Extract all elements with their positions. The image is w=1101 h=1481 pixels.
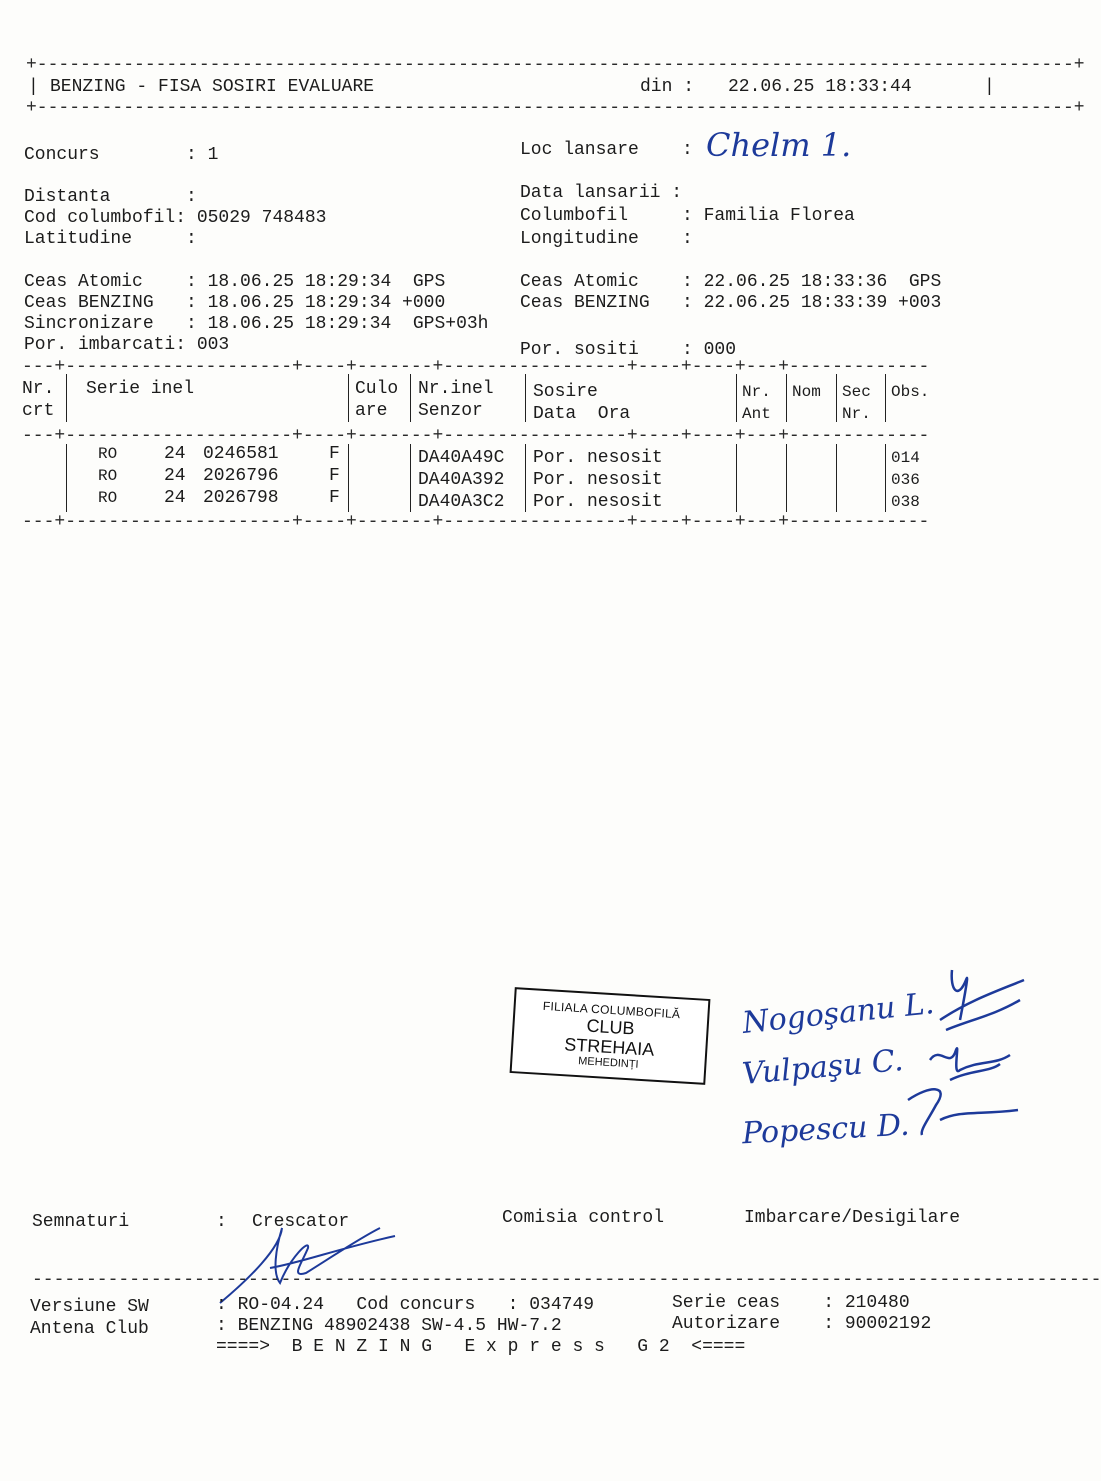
benzing-express-banner: ====> B E N Z I N G E x p r e s s G 2 <==== (216, 1337, 746, 1357)
row-sosire: Por. nesosit (533, 448, 663, 468)
longitudine-line: Longitudine : (520, 229, 693, 249)
handwritten-name-1: Nogoşanu L. (740, 986, 936, 1041)
row-country: RO (98, 445, 118, 463)
crescator-label: Crescator (252, 1212, 350, 1232)
stamp-line-2: CLUB (585, 1015, 636, 1039)
header-sec-nr: Sec Nr. (842, 383, 871, 423)
latitudine-line: Latitudine : (24, 229, 197, 249)
header-serie-inel: Serie inel (86, 379, 195, 399)
header-obs: Obs. (891, 383, 930, 401)
row-ring: 2026796 (203, 466, 279, 486)
header-bottom-rule: +------------------------------------------------------------------------------------------------+ (26, 98, 1085, 118)
row-ring: 0246581 (203, 444, 279, 464)
row-country: RO (98, 489, 118, 507)
header-nr-ant: Nr. Ant (742, 383, 771, 423)
stamp-line-4: MEHEDINȚI (577, 1055, 639, 1071)
comisia-control-label: Comisia control (502, 1208, 665, 1228)
header-top-rule: +------------------------------------------------------------------------------------------------+ (26, 55, 1085, 75)
table-divider (66, 444, 67, 512)
row-country: RO (98, 467, 118, 485)
header-culoare: Culo are (355, 379, 399, 421)
table-divider (736, 374, 737, 422)
row-sosire: Por. nesosit (533, 470, 663, 490)
table-divider (786, 374, 787, 422)
header-sosire: Sosire Data Ora (533, 382, 631, 424)
ceas-benzing-right: Ceas BENZING : 22.06.25 18:33:39 +003 (520, 293, 942, 313)
stamp-line-1: FILIALA COLUMBOFILĂ (542, 998, 681, 1022)
row-senzor: DA40A49C (418, 448, 505, 468)
autorizare: Autorizare : 90002192 (672, 1314, 932, 1334)
commission-signatures (900, 960, 1024, 1150)
row-sex: F (329, 488, 340, 508)
handwritten-name-3: Popescu D. (741, 1107, 911, 1152)
distanta-line: Distanta : (24, 187, 197, 207)
ceas-atomic-left: Ceas Atomic : 18.06.25 18:29:34 GPS (24, 272, 446, 292)
handwritten-name-2: Vulpaşu C. (740, 1043, 905, 1092)
cod-columbofil-line: Cod columbofil: 05029 748483 (24, 208, 327, 228)
row-sex: F (329, 466, 340, 486)
ceas-benzing-left: Ceas BENZING : 18.06.25 18:29:34 +000 (24, 293, 446, 313)
antena-value: : BENZING 48902438 SW-4.5 HW-7.2 (216, 1316, 562, 1336)
semnaturi-colon: : (216, 1212, 227, 1232)
row-sex: F (329, 444, 340, 464)
columbofil-line: Columbofil : Familia Florea (520, 206, 855, 226)
table-bottom-rule: ---+---------------------+----+-------+-----------------+----+----+---+------------- (22, 512, 930, 532)
row-senzor: DA40A3C2 (418, 492, 505, 512)
header-title: BENZING - FISA SOSIRI EVALUARE (50, 77, 375, 97)
antena-label: Antena Club (30, 1319, 149, 1339)
row-year: 24 (164, 444, 186, 464)
row-year: 24 (164, 488, 186, 508)
imbarcare-label: Imbarcare/Desigilare (744, 1208, 961, 1228)
table-divider (410, 374, 411, 422)
table-divider (836, 374, 837, 422)
table-divider (736, 444, 737, 512)
club-stamp (510, 987, 711, 1085)
serie-ceas: Serie ceas : 210480 (672, 1293, 910, 1313)
row-sosire: Por. nesosit (533, 492, 663, 512)
table-divider (885, 444, 886, 512)
sincronizare-line: Sincronizare : 18.06.25 18:29:34 GPS+03h (24, 314, 489, 334)
table-divider (885, 374, 886, 422)
header-nr-crt: Nr. crt (22, 379, 55, 421)
concurs-line: Concurs : 1 (24, 145, 219, 165)
header-left-bar: | (28, 77, 39, 97)
row-year: 24 (164, 466, 186, 486)
table-divider (836, 444, 837, 512)
table-top-rule: ---+---------------------+----+-------+-----------------+----+----+---+------------- (22, 357, 930, 377)
footer-rule: --------------------------------------------------------------------------------------------------- (32, 1270, 1101, 1290)
row-ring: 2026798 (203, 488, 279, 508)
por-sositi-line: Por. sositi : 000 (520, 340, 737, 360)
row-obs: 036 (891, 471, 920, 489)
versiune-value: : RO-04.24 Cod concurs : 034749 (216, 1295, 595, 1315)
row-obs: 014 (891, 449, 920, 467)
por-imbarcati-line: Por. imbarcati: 003 (24, 335, 230, 355)
loc-lansare-label: Loc lansare : (520, 140, 693, 160)
row-obs: 038 (891, 493, 920, 511)
table-header-rule: ---+---------------------+----+-------+-----------------+----+----+---+------------- (22, 426, 930, 446)
header-din-label: din : (640, 77, 695, 97)
table-divider (66, 374, 67, 422)
header-nr-inel-senzor: Nr.inel Senzor (418, 379, 494, 421)
data-lansarii-line: Data lansarii : (520, 183, 683, 203)
table-divider (786, 444, 787, 512)
semnaturi-label: Semnaturi (32, 1212, 130, 1232)
ceas-atomic-right: Ceas Atomic : 22.06.25 18:33:36 GPS (520, 272, 942, 292)
versiune-label: Versiune SW (30, 1297, 149, 1317)
header-date: 22.06.25 18:33:44 (728, 77, 912, 97)
row-senzor: DA40A392 (418, 470, 505, 490)
table-divider (525, 374, 526, 422)
table-divider (410, 444, 411, 512)
header-right-bar: | (984, 77, 995, 97)
header-nom: Nom (792, 383, 821, 401)
table-divider (348, 374, 349, 422)
table-divider (525, 444, 526, 512)
loc-lansare-handwritten: Chelm 1. (706, 126, 852, 164)
table-divider (348, 444, 349, 512)
stamp-line-3: STREHAIA (563, 1034, 655, 1060)
